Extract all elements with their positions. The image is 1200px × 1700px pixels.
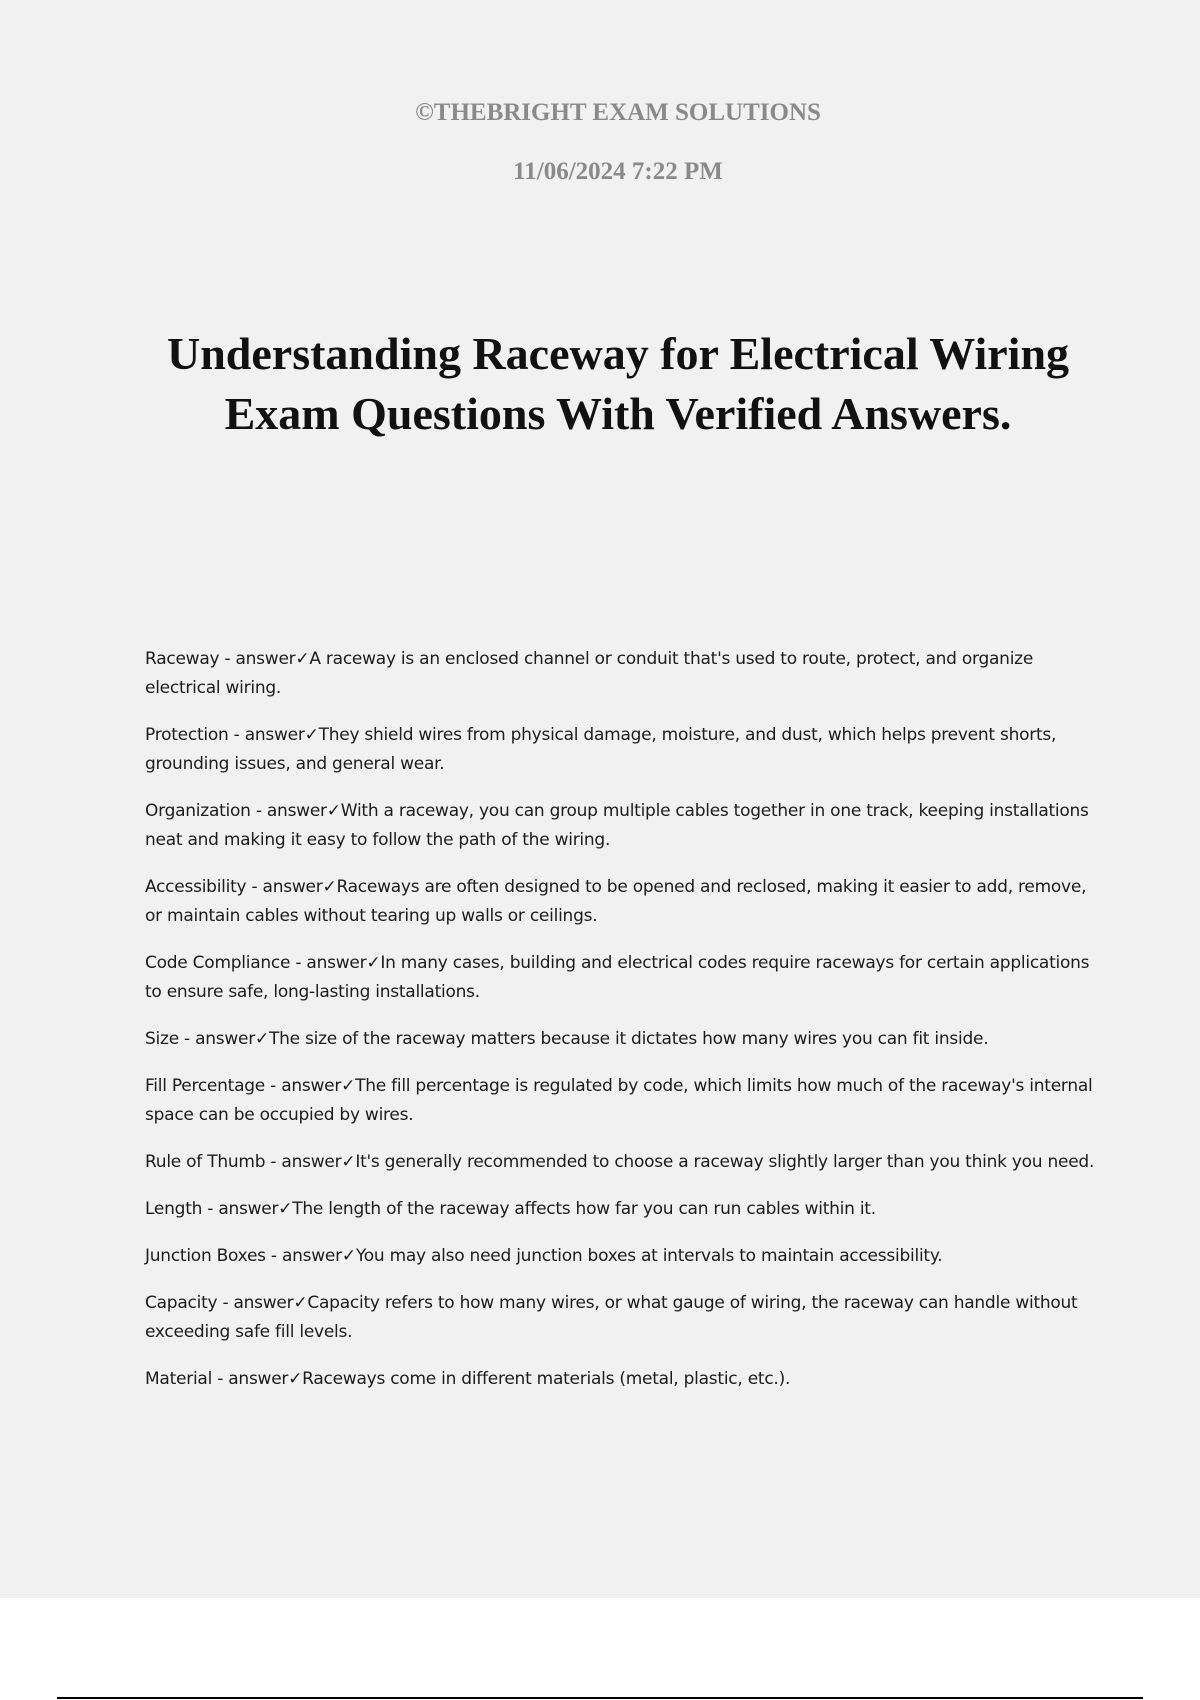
header-company: ©THEBRIGHT EXAM SOLUTIONS — [415, 99, 821, 126]
qa-item-rule-of-thumb: Rule of Thumb - answer✓It's generally recommended to choose a raceway slightly larger than you think you need. — [145, 1152, 1095, 1172]
qa-item-material: Material - answer✓Raceways come in different materials (metal, plastic, etc.). — [145, 1369, 791, 1389]
footer-divider — [57, 1697, 1143, 1699]
qa-item-fill-percentage: Fill Percentage - answer✓The fill percentage is regulated by code, which limits how much of the raceway's internal space can be occupied by wires. — [145, 1076, 1093, 1125]
qa-item-organization: Organization - answer✓With a raceway, you can group multiple cables together in one track, keeping installations neat and making it easy to follow the path of the wiring. — [145, 801, 1089, 850]
qa-item-code-compliance: Code Compliance - answer✓In many cases, building and electrical codes require raceways for certain applications to ensure safe, long-lasting installations. — [145, 953, 1090, 1002]
document-title: Understanding Raceway for Electrical Wiring Exam Questions With Verified Answers. — [166, 328, 1070, 439]
header-date: 11/06/2024 7:22 PM — [513, 158, 723, 185]
qa-item-protection: Protection - answer✓They shield wires from physical damage, moisture, and dust, which helps prevent shorts, grounding issues, and general wear. — [145, 725, 1057, 774]
qa-list — [145, 645, 1095, 1412]
qa-item-junction-boxes: Junction Boxes - answer✓You may also need junction boxes at intervals to maintain accessibility. — [145, 1246, 943, 1266]
qa-item-accessibility: Accessibility - answer✓Raceways are often designed to be opened and reclosed, making it easier to add, remove, or maintain cables without tearing up walls or ceilings. — [145, 877, 1087, 926]
qa-item-capacity: Capacity - answer✓Capacity refers to how many wires, or what gauge of wiring, the raceway can handle without exceeding safe fill levels. — [145, 1293, 1078, 1342]
qa-item-length: Length - answer✓The length of the raceway affects how far you can run cables within it. — [145, 1199, 876, 1219]
qa-item-raceway: Raceway - answer✓A raceway is an enclosed channel or conduit that's used to route, protect, and organize electrical wiring. — [145, 649, 1034, 698]
qa-item-size: Size - answer✓The size of the raceway matters because it dictates how many wires you can fit inside. — [145, 1029, 989, 1049]
